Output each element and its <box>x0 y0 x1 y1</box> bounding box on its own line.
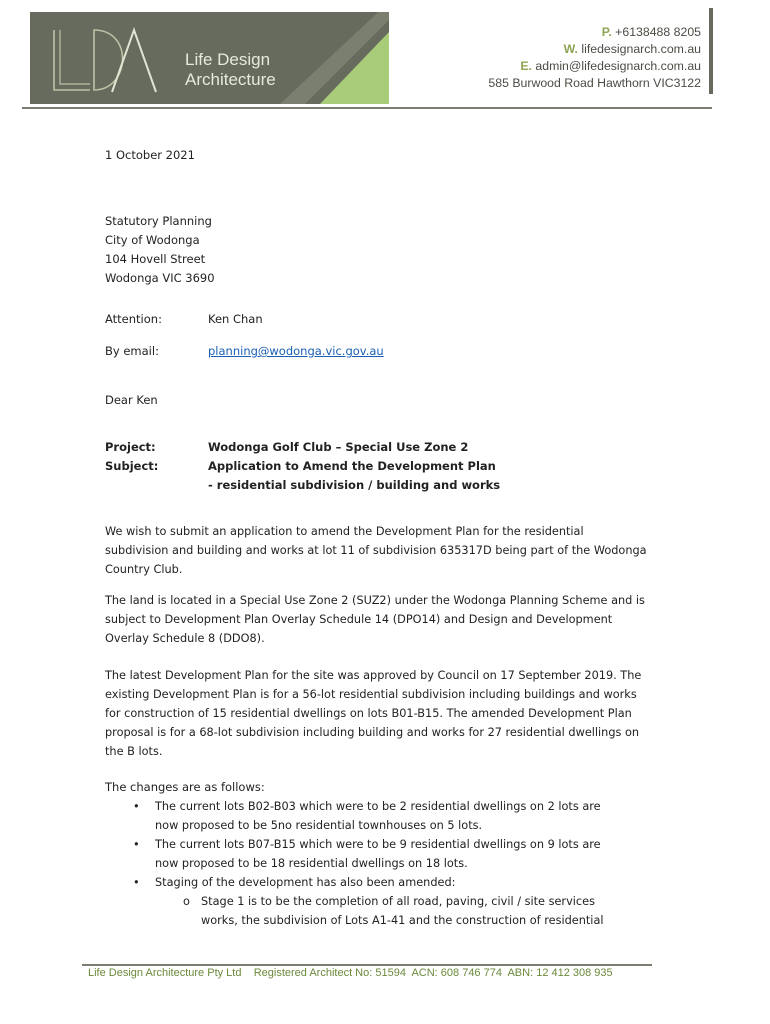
logo-line-2: Architecture <box>185 70 276 89</box>
header-divider <box>22 107 712 109</box>
sub-list-item: o Stage 1 is to be the completion of all road, paving, civil / site services works, the subdivision of Lots A1-41 and the construction of residential <box>105 892 625 930</box>
contact-address: 585 Burwood Road Hawthorn VIC3122 <box>488 76 701 90</box>
email-label: E. <box>520 59 532 73</box>
project-label: Project: <box>105 440 156 454</box>
subject-label: Subject: <box>105 459 159 473</box>
letter-date: 1 October 2021 <box>105 148 195 162</box>
footer-text: Life Design Architecture Pty Ltd Registered Architect No: 51594 ACN: 608 746 774 ABN: 12 412 308 935 <box>88 967 613 979</box>
contact-web <box>488 41 701 58</box>
by-email-label: By email: <box>105 344 159 358</box>
logo-wordmark <box>185 50 276 90</box>
salutation: Dear Ken <box>105 393 158 407</box>
recipient-address <box>105 212 215 288</box>
contact-block <box>488 24 701 92</box>
changes-list <box>105 797 625 930</box>
phone-value: +6138488 8205 <box>615 25 701 39</box>
bullet-icon: • <box>133 800 140 813</box>
recipient-line: Statutory Planning <box>105 214 212 228</box>
contact-phone <box>488 24 701 41</box>
subject-line-2: - residential subdivision / building and works <box>208 478 501 492</box>
attention-label: Attention: <box>105 312 162 326</box>
paragraph-2: The land is located in a Special Use Zone 2 (SUZ2) under the Wodonga Planning Scheme and is subject to Development Plan Overlay Schedule 14 (DPO14) and Design and Development Overlay Schedule 8 (DDO8). <box>105 594 645 645</box>
header-vertical-bar <box>709 8 713 94</box>
recipient-line: 104 Hovell Street <box>105 252 206 266</box>
phone-label: P. <box>601 25 612 39</box>
recipient-line: Wodonga VIC 3690 <box>105 271 215 285</box>
list-item: • The current lots B07-B15 which were to be 9 residential dwellings on 9 lots are now proposed to be 18 residential dwellings on 18 lots. <box>105 835 625 873</box>
email-value[interactable]: admin@lifedesignarch.com.au <box>535 59 701 73</box>
bullet-icon: • <box>133 838 140 851</box>
planning-email-link[interactable]: planning@wodonga.vic.gov.au <box>208 344 384 358</box>
changes-intro: The changes are as follows: <box>105 780 265 794</box>
web-value[interactable]: lifedesignarch.com.au <box>581 42 701 56</box>
paragraph-1: We wish to submit an application to amend the Development Plan for the residential subdivision and building and works at lot 11 of subdivision 635317D being part of the Wodonga Country Club. <box>105 525 647 576</box>
web-label: W. <box>563 42 578 56</box>
sub-bullet-icon: o <box>183 895 190 908</box>
company-logo <box>30 12 389 104</box>
subject-line-1: Application to Amend the Development Plan <box>208 459 496 473</box>
project-value: Wodonga Golf Club – Special Use Zone 2 <box>208 440 469 454</box>
list-item: • The current lots B02-B03 which were to be 2 residential dwellings on 2 lots are now proposed to be 5no residential townhouses on 5 lots. <box>105 797 625 835</box>
logo-line-1: Life Design <box>185 50 271 69</box>
recipient-line: City of Wodonga <box>105 233 200 247</box>
paragraph-3: The latest Development Plan for the site was approved by Council on 17 September 2019. The existing Development Plan is for a 56-lot residential subdivision including buildings and works for construction of 15 residential dwellings on lots B01-B15. The amended Development Plan proposal is for a 68-lot subdivision including building and works for 27 residential dwellings on the B lots. <box>105 669 642 758</box>
contact-email <box>488 58 701 75</box>
bullet-icon: • <box>133 876 140 889</box>
attention-value: Ken Chan <box>208 312 263 326</box>
footer-divider <box>82 964 652 966</box>
list-item: • Staging of the development has also been amended: <box>105 873 625 892</box>
